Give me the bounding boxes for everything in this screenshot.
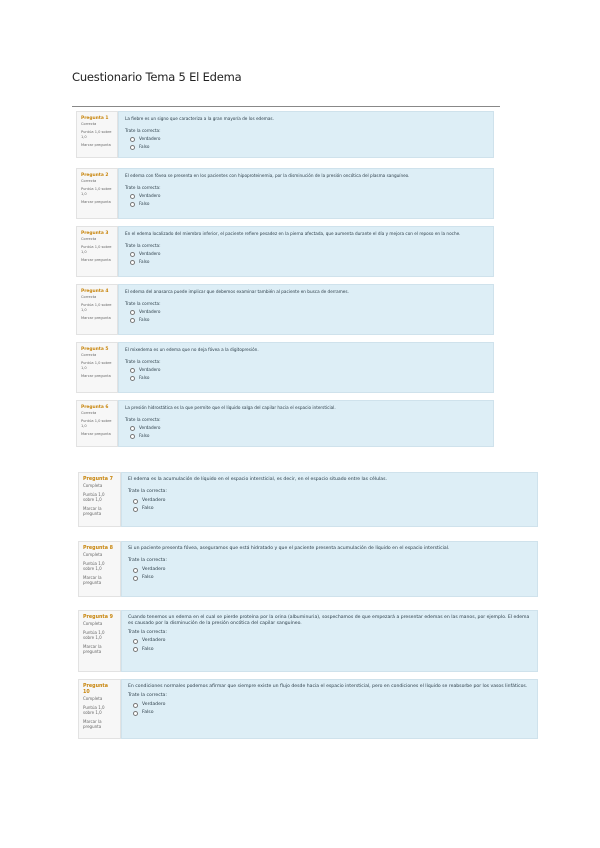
question-mark: Puntúa 1,0 sobre 1,0 bbox=[83, 560, 105, 572]
question-6 bbox=[76, 400, 494, 447]
radio-icon[interactable] bbox=[133, 647, 138, 652]
question-number: Pregunta 7 bbox=[83, 477, 113, 482]
question-state: Correcta bbox=[81, 353, 97, 357]
question-mark: Puntúa 1,0 sobre 1,0 bbox=[81, 361, 112, 370]
question-mark: Puntúa 1,0 sobre 1,0 bbox=[81, 130, 112, 139]
option-label: Verdadero bbox=[139, 367, 161, 372]
flag-question-link[interactable]: Marcar pregunta bbox=[81, 374, 111, 378]
question-text: El edema del anasarca puede implicar que debemos examinar también al paciente en busca de derrames. bbox=[125, 289, 349, 294]
radio-icon[interactable] bbox=[130, 252, 135, 257]
option-true[interactable] bbox=[133, 567, 531, 573]
question-body bbox=[118, 284, 494, 335]
question-info bbox=[78, 610, 121, 672]
flag-question-link[interactable]: Marcar pregunta bbox=[81, 143, 111, 147]
option-true[interactable] bbox=[130, 425, 487, 431]
radio-icon[interactable] bbox=[130, 137, 135, 142]
option-label: Verdadero bbox=[139, 309, 161, 314]
question-mark: Puntúa 1,0 sobre 1,0 bbox=[81, 187, 112, 196]
question-body bbox=[121, 679, 538, 739]
question-body bbox=[118, 168, 494, 219]
question-number: Pregunta 6 bbox=[81, 405, 109, 410]
question-number: Pregunta 5 bbox=[81, 347, 109, 352]
answer-prompt: Trate la correcta: bbox=[125, 301, 161, 306]
question-4 bbox=[76, 284, 494, 335]
radio-icon[interactable] bbox=[133, 507, 138, 512]
option-true[interactable] bbox=[130, 136, 487, 142]
option-true[interactable] bbox=[133, 498, 531, 504]
answer-prompt: Trate la correcta: bbox=[128, 693, 167, 699]
flag-question-link[interactable]: Marcar pregunta bbox=[81, 316, 111, 320]
question-1 bbox=[76, 111, 494, 158]
question-state: Correcta bbox=[81, 122, 97, 126]
option-false[interactable] bbox=[133, 647, 531, 653]
question-text: Cuando tenemos un edema en el cual se pierde proteína por la orina (albuminuria), sospechamos de que empezará a presentar edemas en las manos, por ejemplo. El edema es causado por la disminución de la presión oncótica del capilar sanguíneo. bbox=[128, 615, 530, 627]
flag-question-link[interactable]: Marcar pregunta bbox=[81, 200, 111, 204]
option-label: Verdadero bbox=[139, 136, 161, 141]
question-5 bbox=[76, 342, 494, 393]
option-label: Verdadero bbox=[139, 193, 161, 198]
answer-prompt: Trate la correcta: bbox=[125, 243, 161, 248]
question-info bbox=[78, 541, 121, 597]
option-true[interactable] bbox=[130, 367, 487, 373]
option-false[interactable] bbox=[130, 433, 487, 439]
question-state: Completa bbox=[83, 552, 103, 557]
radio-icon[interactable] bbox=[130, 376, 135, 381]
option-true[interactable] bbox=[133, 638, 531, 644]
option-label: Falso bbox=[142, 710, 154, 716]
option-true[interactable] bbox=[133, 702, 531, 708]
question-7 bbox=[78, 472, 538, 527]
question-body bbox=[121, 472, 538, 527]
option-true[interactable] bbox=[130, 193, 487, 199]
option-label: Verdadero bbox=[142, 638, 166, 644]
question-3 bbox=[76, 226, 494, 277]
question-body bbox=[121, 541, 538, 597]
option-true[interactable] bbox=[130, 251, 487, 257]
question-text: En condiciones normales podemos afirmar que siempre existe un flujo desde hacia el espacio intersticial, pero en condiciones el líquido se reabsorbe por los vasos linfáticos. bbox=[128, 684, 528, 689]
question-number: Pregunta 9 bbox=[83, 615, 113, 620]
question-number: Pregunta 3 bbox=[81, 231, 109, 236]
question-info bbox=[78, 472, 121, 527]
radio-icon[interactable] bbox=[133, 711, 138, 716]
question-text: La fiebre es un signo que caracteriza a la gran mayoría de los edemas. bbox=[125, 116, 274, 121]
question-number: Pregunta 8 bbox=[83, 546, 113, 551]
question-mark: Puntúa 1,0 sobre 1,0 bbox=[83, 704, 105, 716]
question-info bbox=[76, 168, 118, 219]
option-label: Falso bbox=[142, 646, 154, 652]
question-mark: Puntúa 1,0 sobre 1,0 bbox=[81, 419, 112, 428]
question-number: Pregunta 1 bbox=[81, 116, 109, 121]
question-state: Completa bbox=[83, 696, 103, 701]
flag-question-link[interactable]: Marcar pregunta bbox=[81, 258, 111, 262]
radio-icon[interactable] bbox=[130, 368, 135, 373]
answer-prompt: Trate la correcta: bbox=[125, 128, 161, 133]
answer-prompt: Trate la correcta: bbox=[125, 185, 161, 190]
question-text: En el edema localizado del miembro inferior, el paciente refiere pesadez en la pierna afectada, que aumenta durante el día y mejora con el reposo en la noche. bbox=[125, 231, 461, 236]
question-body bbox=[118, 342, 494, 393]
option-label: Falso bbox=[139, 201, 150, 206]
answer-prompt: Trate la correcta: bbox=[128, 629, 167, 635]
question-2 bbox=[76, 168, 494, 219]
question-text: El mixedema es un edema que no deja fóvea a la digitopresión. bbox=[125, 347, 259, 352]
question-10 bbox=[78, 679, 538, 739]
flag-question-link[interactable]: Marcar la pregunta bbox=[83, 574, 102, 586]
answer-prompt: Trate la correcta: bbox=[128, 558, 167, 564]
option-false[interactable] bbox=[130, 144, 487, 150]
question-body bbox=[121, 610, 538, 672]
option-label: Falso bbox=[139, 144, 150, 149]
question-text: El edema con fóvea se presenta en los pacientes con hipoproteinemia, por la disminución de la presión oncótica del plasma sanguíneo. bbox=[125, 173, 410, 178]
flag-question-link[interactable]: Marcar la pregunta bbox=[83, 643, 102, 655]
question-text: La presión hidrostática es la que permite que el líquido salga del capilar hacia el espacio intersticial. bbox=[125, 405, 336, 410]
option-label: Verdadero bbox=[142, 497, 166, 503]
radio-icon[interactable] bbox=[130, 260, 135, 265]
option-false[interactable] bbox=[133, 575, 531, 581]
flag-question-link[interactable]: Marcar la pregunta bbox=[83, 505, 102, 517]
question-info bbox=[78, 679, 121, 739]
question-info bbox=[76, 284, 118, 335]
question-state: Completa bbox=[83, 483, 103, 488]
question-state: Correcta bbox=[81, 295, 97, 299]
option-true[interactable] bbox=[130, 309, 487, 315]
question-body bbox=[118, 400, 494, 447]
option-false[interactable] bbox=[130, 201, 487, 207]
option-label: Verdadero bbox=[142, 701, 166, 707]
radio-icon[interactable] bbox=[133, 639, 138, 644]
option-label: Falso bbox=[139, 433, 150, 438]
question-text: Si un paciente presenta fóvea, aseguramos que está hidratado y que el paciente presenta acumulación de líquido en el espacio intersticial. bbox=[128, 546, 450, 551]
option-false[interactable] bbox=[130, 259, 487, 265]
radio-icon[interactable] bbox=[133, 499, 138, 504]
option-label: Falso bbox=[142, 506, 154, 512]
question-info bbox=[76, 400, 118, 447]
question-body bbox=[118, 111, 494, 158]
question-8 bbox=[78, 541, 538, 597]
answer-prompt: Trate la correcta: bbox=[125, 417, 161, 422]
question-number: Pregunta 4 bbox=[81, 289, 109, 294]
radio-icon[interactable] bbox=[130, 318, 135, 323]
option-false[interactable] bbox=[133, 710, 531, 716]
option-label: Falso bbox=[139, 259, 150, 264]
option-false[interactable] bbox=[130, 375, 487, 381]
question-state: Completa bbox=[83, 621, 103, 626]
radio-icon[interactable] bbox=[130, 426, 135, 431]
option-label: Verdadero bbox=[139, 425, 161, 430]
option-label: Falso bbox=[142, 575, 154, 581]
flag-question-link[interactable]: Marcar la pregunta bbox=[83, 718, 102, 730]
answer-prompt: Trate la correcta: bbox=[128, 489, 167, 495]
radio-icon[interactable] bbox=[133, 576, 138, 581]
radio-icon[interactable] bbox=[133, 703, 138, 708]
answer-prompt: Trate la correcta: bbox=[125, 359, 161, 364]
question-info bbox=[76, 342, 118, 393]
option-label: Falso bbox=[139, 375, 150, 380]
radio-icon[interactable] bbox=[130, 202, 135, 207]
page-title: Cuestionario Tema 5 El Edema bbox=[72, 70, 242, 84]
radio-icon[interactable] bbox=[130, 194, 135, 199]
question-9 bbox=[78, 610, 538, 672]
question-body bbox=[118, 226, 494, 277]
question-mark: Puntúa 1,0 sobre 1,0 bbox=[81, 303, 112, 312]
option-false[interactable] bbox=[130, 317, 487, 323]
radio-icon[interactable] bbox=[130, 145, 135, 150]
question-mark: Puntúa 1,0 sobre 1,0 bbox=[83, 629, 105, 641]
title-divider bbox=[72, 106, 500, 107]
question-number: Pregunta 2 bbox=[81, 173, 109, 178]
question-info bbox=[76, 226, 118, 277]
option-false[interactable] bbox=[133, 506, 531, 512]
radio-icon[interactable] bbox=[133, 568, 138, 573]
option-label: Verdadero bbox=[139, 251, 161, 256]
question-number: Pregunta 10 bbox=[83, 684, 108, 695]
question-state: Correcta bbox=[81, 411, 97, 415]
question-mark: Puntúa 1,0 sobre 1,0 bbox=[81, 245, 112, 254]
option-label: Verdadero bbox=[142, 566, 166, 572]
radio-icon[interactable] bbox=[130, 310, 135, 315]
question-info bbox=[76, 111, 118, 158]
option-label: Falso bbox=[139, 317, 150, 322]
flag-question-link[interactable]: Marcar pregunta bbox=[81, 432, 111, 436]
question-state: Correcta bbox=[81, 237, 97, 241]
question-mark: Puntúa 1,0 sobre 1,0 bbox=[83, 491, 105, 503]
question-state: Correcta bbox=[81, 179, 97, 183]
question-text: El edema es la acumulación de líquido en el espacio intersticial, es decir, en el espacio situado entre las células. bbox=[128, 477, 387, 482]
radio-icon[interactable] bbox=[130, 434, 135, 439]
